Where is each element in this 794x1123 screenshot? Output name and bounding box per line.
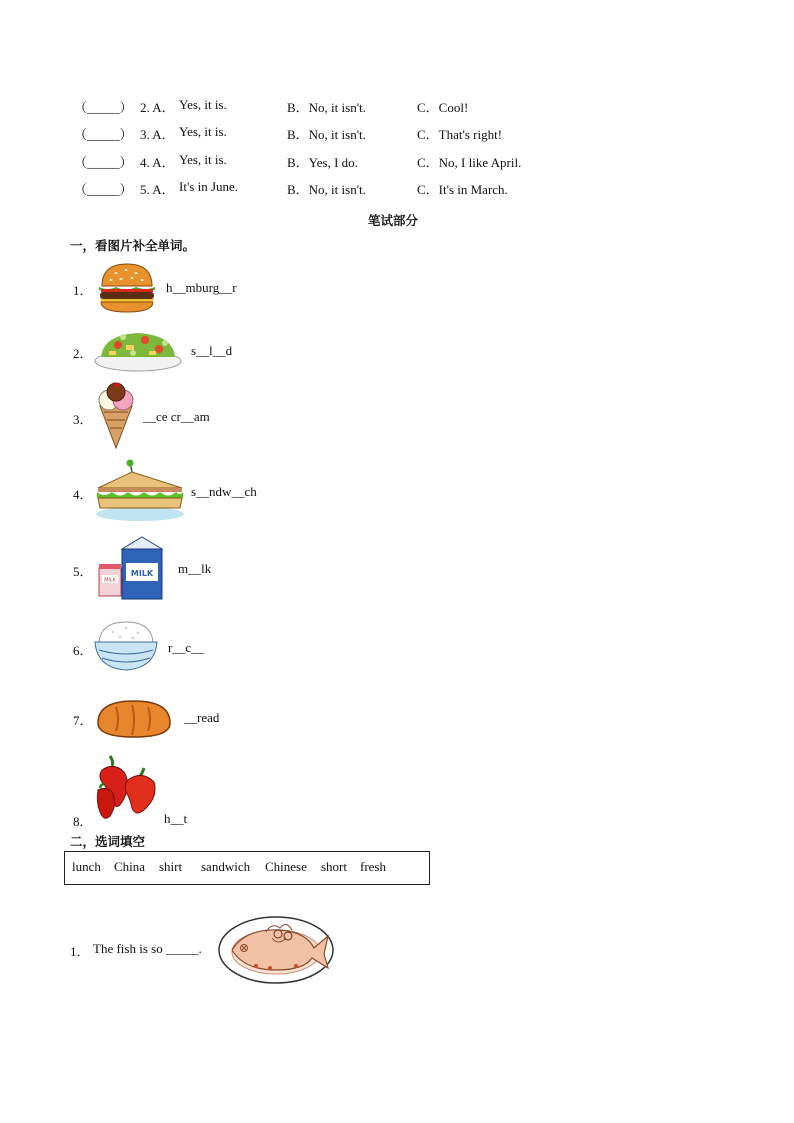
question-number: 2. A． [140,100,175,115]
word-bank-item: fresh [360,859,386,874]
answer-blank[interactable]: （_____） [74,155,133,170]
option-a: Yes, it is. [179,124,227,139]
item-number: 6． [73,643,93,658]
answer-blank[interactable]: （_____） [74,127,133,142]
answer-blank[interactable]: （_____） [74,182,133,197]
sandwich-icon [94,458,186,524]
hamburger-icon [96,260,158,316]
word-blank[interactable]: h__t [164,811,188,826]
option-b: B．No, it isn't. [287,182,366,197]
option-c: C．That's right! [417,127,503,142]
question-number: 5. A． [140,182,175,197]
option-b: B．No, it isn't. [287,127,366,142]
question-number: 3. A． [140,127,175,142]
option-a: Yes, it is. [179,97,227,112]
word-blank[interactable]: h__mburg__r [166,280,237,295]
word-bank-item: lunch [72,859,101,874]
word-bank-item: shirt [159,859,183,874]
option-a: Yes, it is. [179,152,227,167]
section1-heading: 一，看图片补全单词。 [70,238,196,253]
word-blank[interactable]: __read [184,710,220,725]
word-bank-item: Chinese [265,859,307,874]
option-c: C．It's in March. [417,182,508,197]
word-blank[interactable]: s__ndw__ch [191,484,257,499]
item-number: 5． [73,564,93,579]
answer-blank[interactable]: （_____） [74,100,133,115]
word-blank[interactable]: r__c__ [168,640,205,655]
fill-blank-question[interactable]: The fish is so _____. [93,941,202,956]
word-blank[interactable]: __ce cr__am [143,409,210,424]
bread-icon [94,697,174,741]
option-a: It's in June. [179,179,239,194]
pepper-icon [92,752,160,822]
word-bank-box [64,851,430,885]
milk-icon [96,535,166,601]
word-blank[interactable]: s__l__d [191,343,233,358]
ice-cream-icon [94,382,138,450]
word-blank[interactable]: m__lk [178,561,212,576]
salad-icon [93,327,183,373]
section2-heading: 二，选词填空 [70,834,146,849]
word-bank-item: short [321,859,347,874]
written-section-title: 笔试部分 [368,213,419,228]
item-number: 1． [73,283,93,298]
option-c: C．Cool! [417,100,469,115]
svg-text:MILK: MILK [130,569,154,578]
question-number: 4. A． [140,155,175,170]
question-number: 1． [70,944,90,959]
option-b: B．Yes, I do. [287,155,358,170]
item-number: 7． [73,713,93,728]
item-number: 3． [73,412,93,427]
item-number: 4． [73,487,93,502]
rice-icon [93,620,159,674]
fish-dish-icon [216,910,336,986]
word-bank-item: China [114,859,146,874]
word-bank-item: sandwich [201,859,251,874]
svg-text:MILK: MILK [104,577,116,584]
item-number: 8． [73,814,93,829]
option-c: C．No, I like April. [417,155,522,170]
option-b: B．No, it isn't. [287,100,366,115]
item-number: 2． [73,346,93,361]
